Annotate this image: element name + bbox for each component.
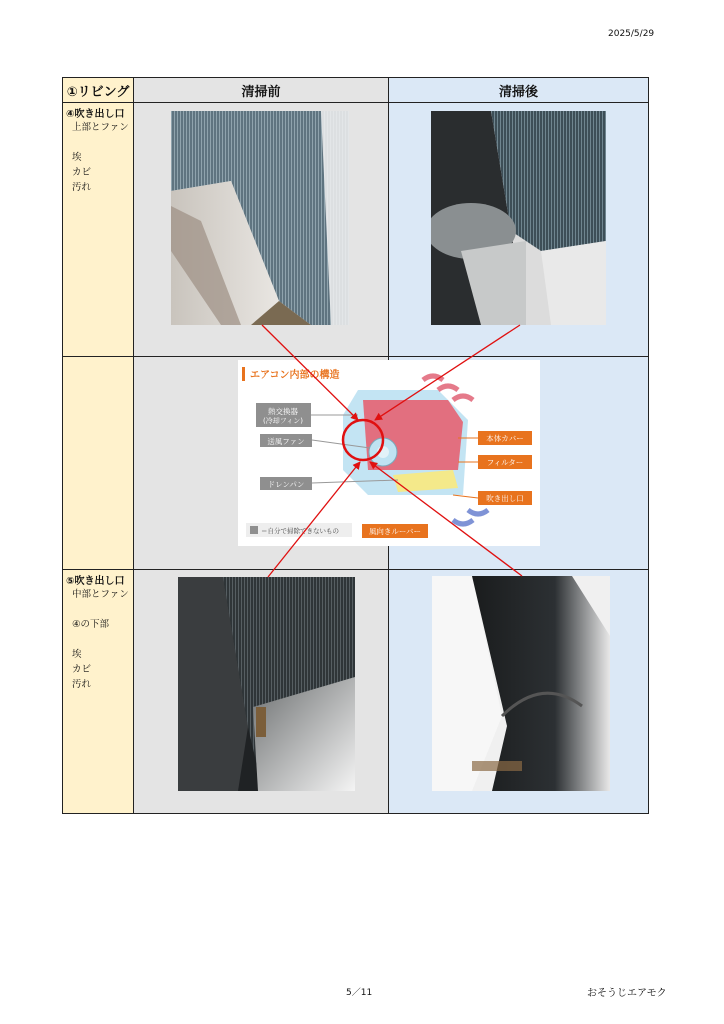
label-heat-exchanger-sub: (冷却フィン) xyxy=(263,417,303,425)
diagram-legend: ＝自分で掃除できないもの xyxy=(261,527,339,535)
row5-line: カビ xyxy=(72,664,92,675)
row5-line: 埃 xyxy=(72,649,82,660)
label-filter: フィルター xyxy=(486,458,524,467)
diagram-title: エアコン内部の構造 xyxy=(250,370,340,381)
after-header: 清掃後 xyxy=(388,77,649,103)
document-date: 2025/5/29 xyxy=(608,29,655,39)
label-outlet: 吹き出し口 xyxy=(486,494,524,503)
company-name: おそうじエアモク xyxy=(587,988,667,999)
row5-line: 汚れ xyxy=(72,679,92,690)
row5-line: 中部とファン xyxy=(72,589,129,600)
label-fan: 送風ファン xyxy=(267,437,305,446)
before-header: 清掃前 xyxy=(133,77,389,103)
label-body-cover: 本体カバー xyxy=(486,434,524,443)
row5-line: ④の下部 xyxy=(72,619,110,630)
row4-title: ④吹き出し口 xyxy=(66,109,125,120)
row4-line: 汚れ xyxy=(72,182,92,193)
row4-line: カビ xyxy=(72,167,92,178)
arrow-row5-after xyxy=(370,462,522,576)
label-drain-pan: ドレンパン xyxy=(267,480,305,489)
arrow-row4-before xyxy=(262,325,358,420)
label-heat-exchanger: 熱交換器 xyxy=(268,407,298,416)
label-louver: 風向きルーバー xyxy=(368,527,422,536)
fan-highlight-circle xyxy=(343,420,383,460)
arrow-row5-before xyxy=(268,462,360,577)
row4-line: 上部とファン xyxy=(72,122,129,133)
arrow-row4-after xyxy=(375,325,520,420)
row4-line: 埃 xyxy=(72,152,82,163)
page-number: 5／11 xyxy=(346,988,373,998)
row5-title: ⑤吹き出し口 xyxy=(66,576,125,587)
section-header: ①リビング xyxy=(62,77,134,103)
